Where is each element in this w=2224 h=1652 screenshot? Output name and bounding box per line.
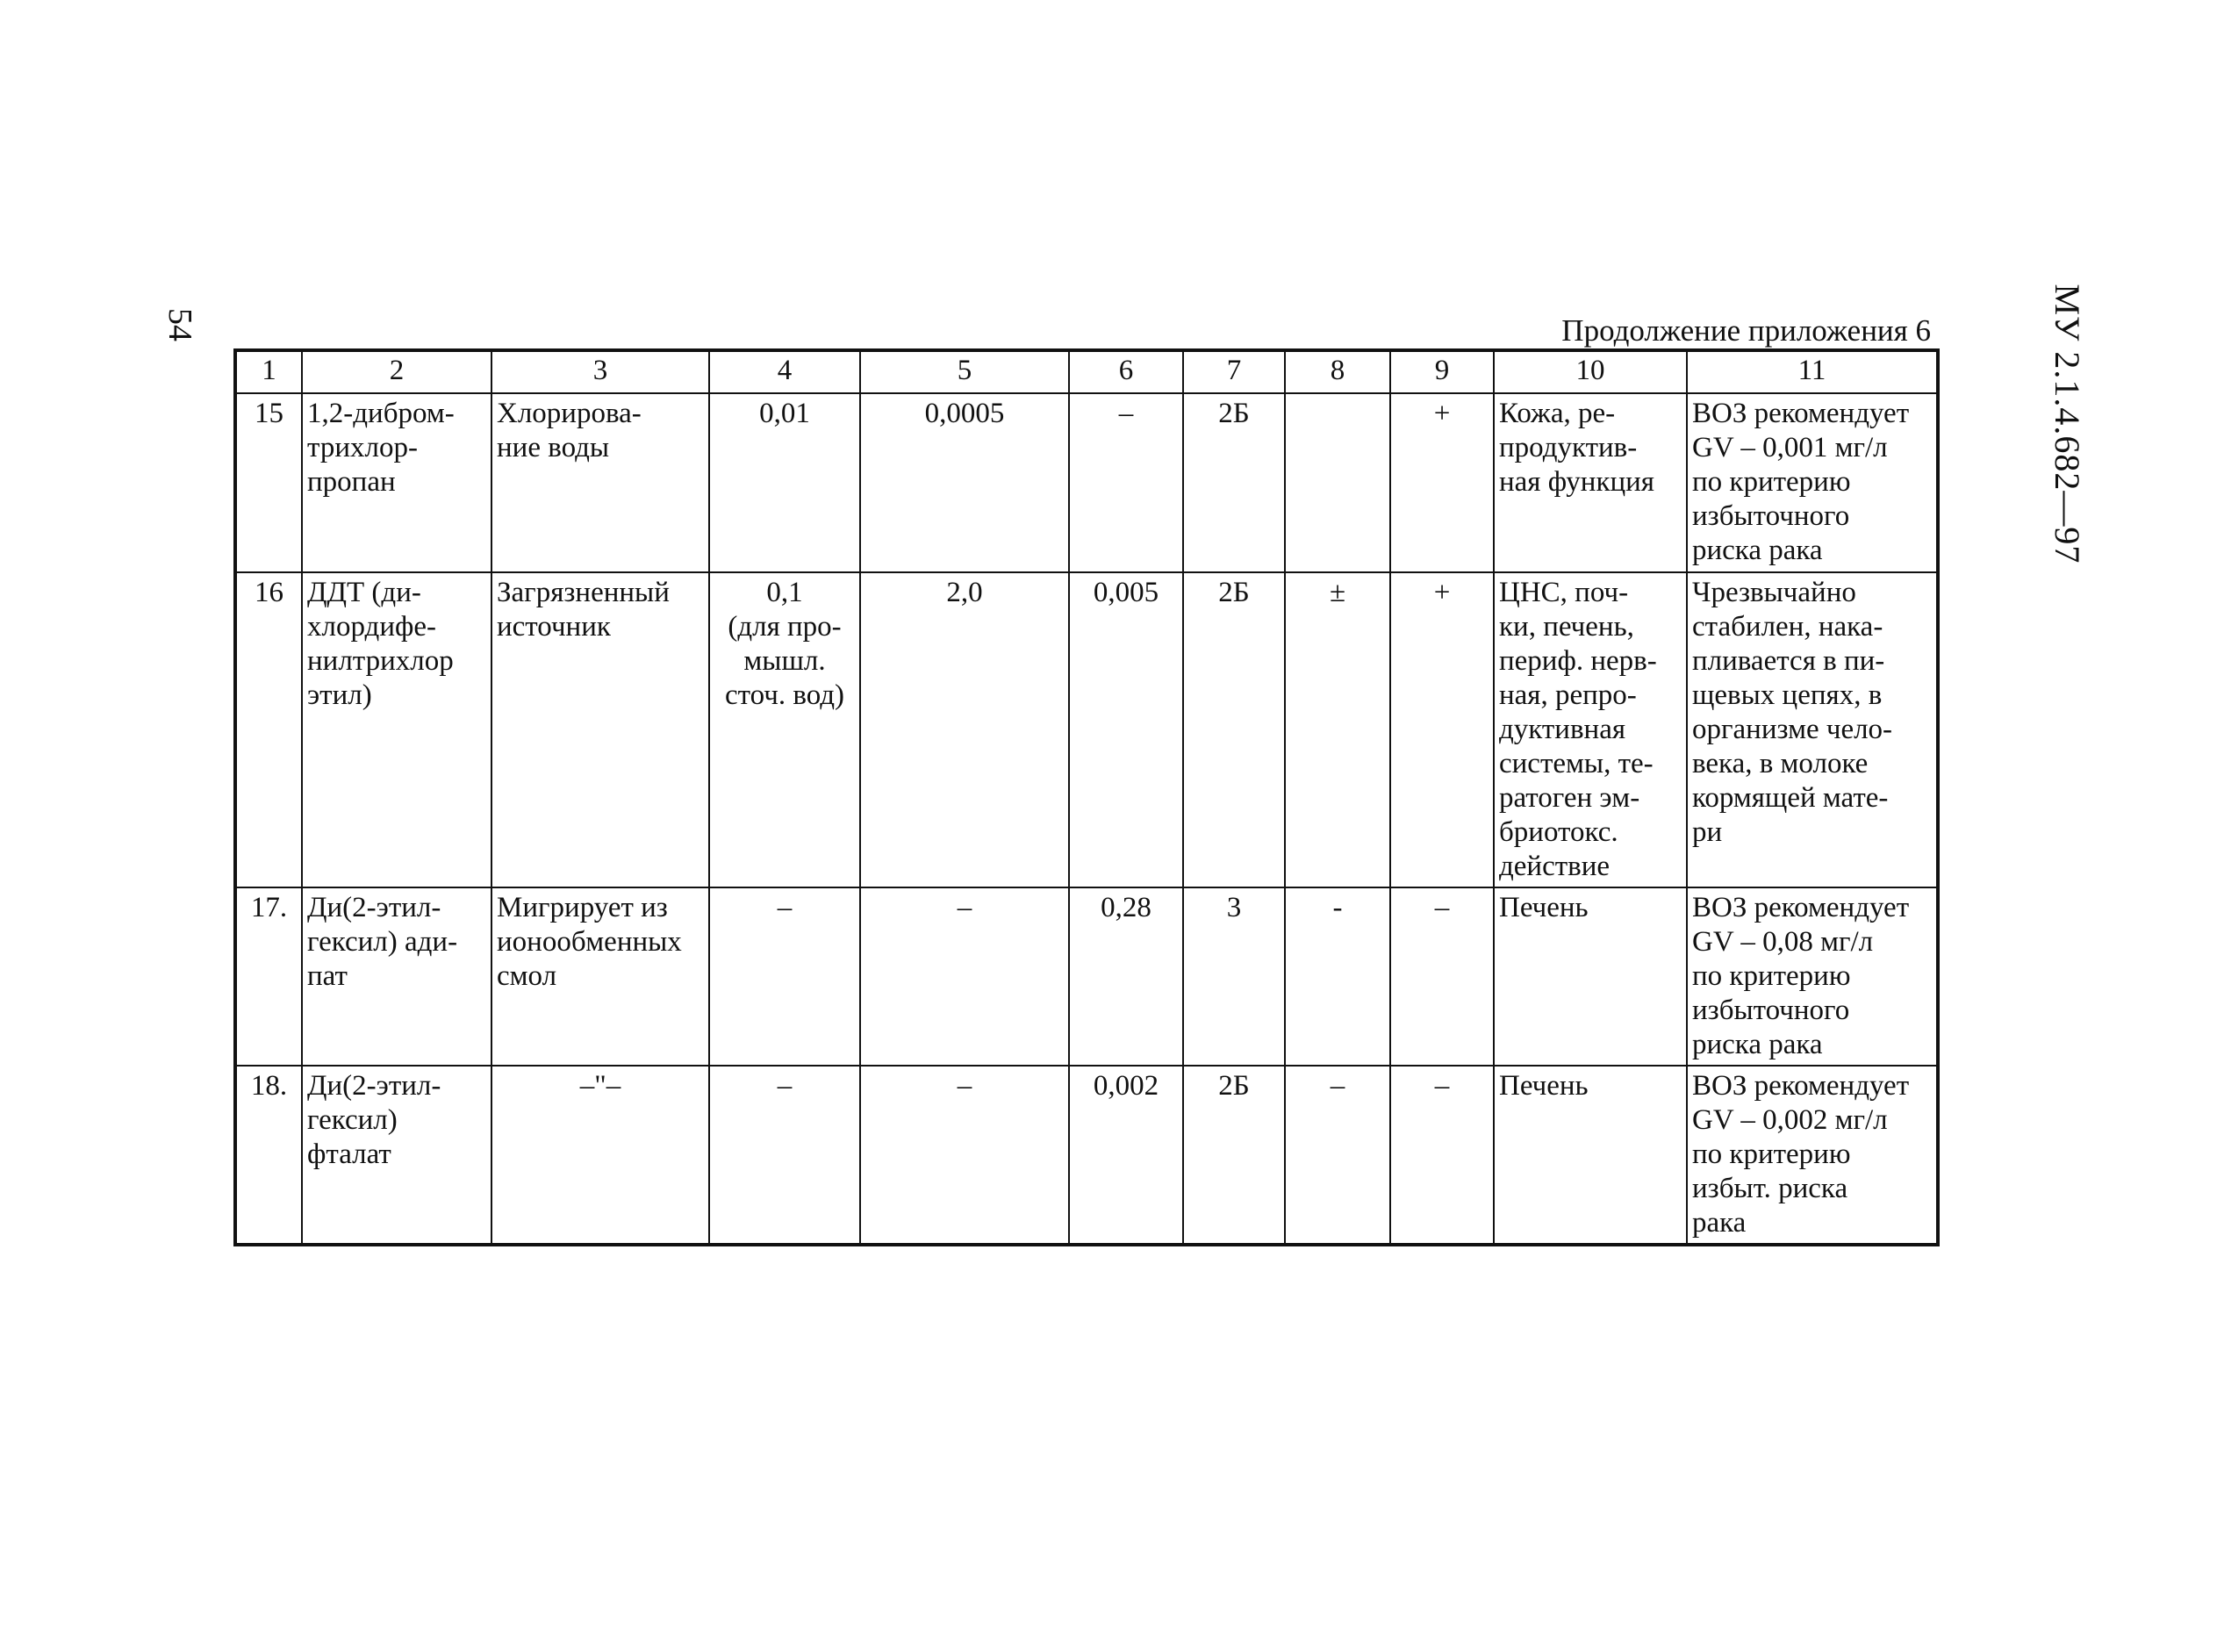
column-header: 3: [491, 350, 709, 393]
note-cell: ВОЗ рекомендует GV – 0,001 мг/л по критерию избыточного риска рака: [1687, 393, 1938, 572]
appendix-table: [233, 348, 1940, 1246]
row-number: 15: [235, 393, 302, 572]
column-header: 7: [1183, 350, 1285, 393]
table-row: [235, 393, 1938, 572]
effect-cell: ЦНС, поч- ки, печень, периф. нерв- ная, репро- дуктивная системы, те- ратоген эм- бриотокс. действие: [1494, 572, 1687, 887]
effect-cell: Печень: [1494, 887, 1687, 1066]
source-cell: Мигрирует из ионообменных смол: [491, 887, 709, 1066]
note-cell: ВОЗ рекомендует GV – 0,002 мг/л по критерию избыт. риска рака: [1687, 1066, 1938, 1245]
column-header: 8: [1285, 350, 1390, 393]
column-header: 1: [235, 350, 302, 393]
value-cell-col5: 2,0: [860, 572, 1069, 887]
class-cell-col7: 2Б: [1183, 393, 1285, 572]
table-row: [235, 887, 1938, 1066]
mark-cell-col8: [1285, 393, 1390, 572]
mark-cell-col9: –: [1390, 1066, 1494, 1245]
table-row: [235, 572, 1938, 887]
value-cell-col4: –: [709, 1066, 860, 1245]
value-cell-col6: 0,28: [1069, 887, 1183, 1066]
value-cell-col4: 0,1 (для про- мышл. сточ. вод): [709, 572, 860, 887]
column-header: 5: [860, 350, 1069, 393]
substance-name: ДДТ (ди- хлордифе- нилтрихлор этил): [302, 572, 491, 887]
column-header: 10: [1494, 350, 1687, 393]
column-header: 6: [1069, 350, 1183, 393]
value-cell-col6: –: [1069, 393, 1183, 572]
value-cell-col5: 0,0005: [860, 393, 1069, 572]
note-cell: Чрезвычайно стабилен, нака- пливается в пи- щевых цепях, в организме чело- века, в молоке кормящей мате- ри: [1687, 572, 1938, 887]
column-header: 11: [1687, 350, 1938, 393]
column-header: 4: [709, 350, 860, 393]
mark-cell-col8: ±: [1285, 572, 1390, 887]
mark-cell-col9: +: [1390, 393, 1494, 572]
note-cell: ВОЗ рекомендует GV – 0,08 мг/л по критерию избыточного риска рака: [1687, 887, 1938, 1066]
page-number: 54: [161, 308, 198, 341]
substance-name: Ди(2-этил- гексил) фталат: [302, 1066, 491, 1245]
effect-cell: Печень: [1494, 1066, 1687, 1245]
value-cell-col5: –: [860, 887, 1069, 1066]
effect-cell: Кожа, ре- продуктив- ная функция: [1494, 393, 1687, 572]
value-cell-col6: 0,002: [1069, 1066, 1183, 1245]
table-row: [235, 1066, 1938, 1245]
mark-cell-col8: -: [1285, 887, 1390, 1066]
value-cell-col5: –: [860, 1066, 1069, 1245]
value-cell-col4: –: [709, 887, 860, 1066]
document-code: МУ 2.1.4.682—97: [2048, 284, 2087, 564]
table-header-row: [235, 350, 1938, 393]
source-cell: –"–: [491, 1066, 709, 1245]
value-cell-col6: 0,005: [1069, 572, 1183, 887]
row-number: 16: [235, 572, 302, 887]
column-header: 2: [302, 350, 491, 393]
row-number: 18.: [235, 1066, 302, 1245]
source-cell: Загрязненный источник: [491, 572, 709, 887]
class-cell-col7: 2Б: [1183, 572, 1285, 887]
substance-name: Ди(2-этил- гексил) ади- пат: [302, 887, 491, 1066]
row-number: 17.: [235, 887, 302, 1066]
substance-name: 1,2-дибром- трихлор- пропан: [302, 393, 491, 572]
continuation-label: Продолжение приложения 6: [1561, 313, 1931, 348]
source-cell: Хлорирова- ние воды: [491, 393, 709, 572]
mark-cell-col8: –: [1285, 1066, 1390, 1245]
class-cell-col7: 2Б: [1183, 1066, 1285, 1245]
mark-cell-col9: +: [1390, 572, 1494, 887]
column-header: 9: [1390, 350, 1494, 393]
value-cell-col4: 0,01: [709, 393, 860, 572]
class-cell-col7: 3: [1183, 887, 1285, 1066]
mark-cell-col9: –: [1390, 887, 1494, 1066]
